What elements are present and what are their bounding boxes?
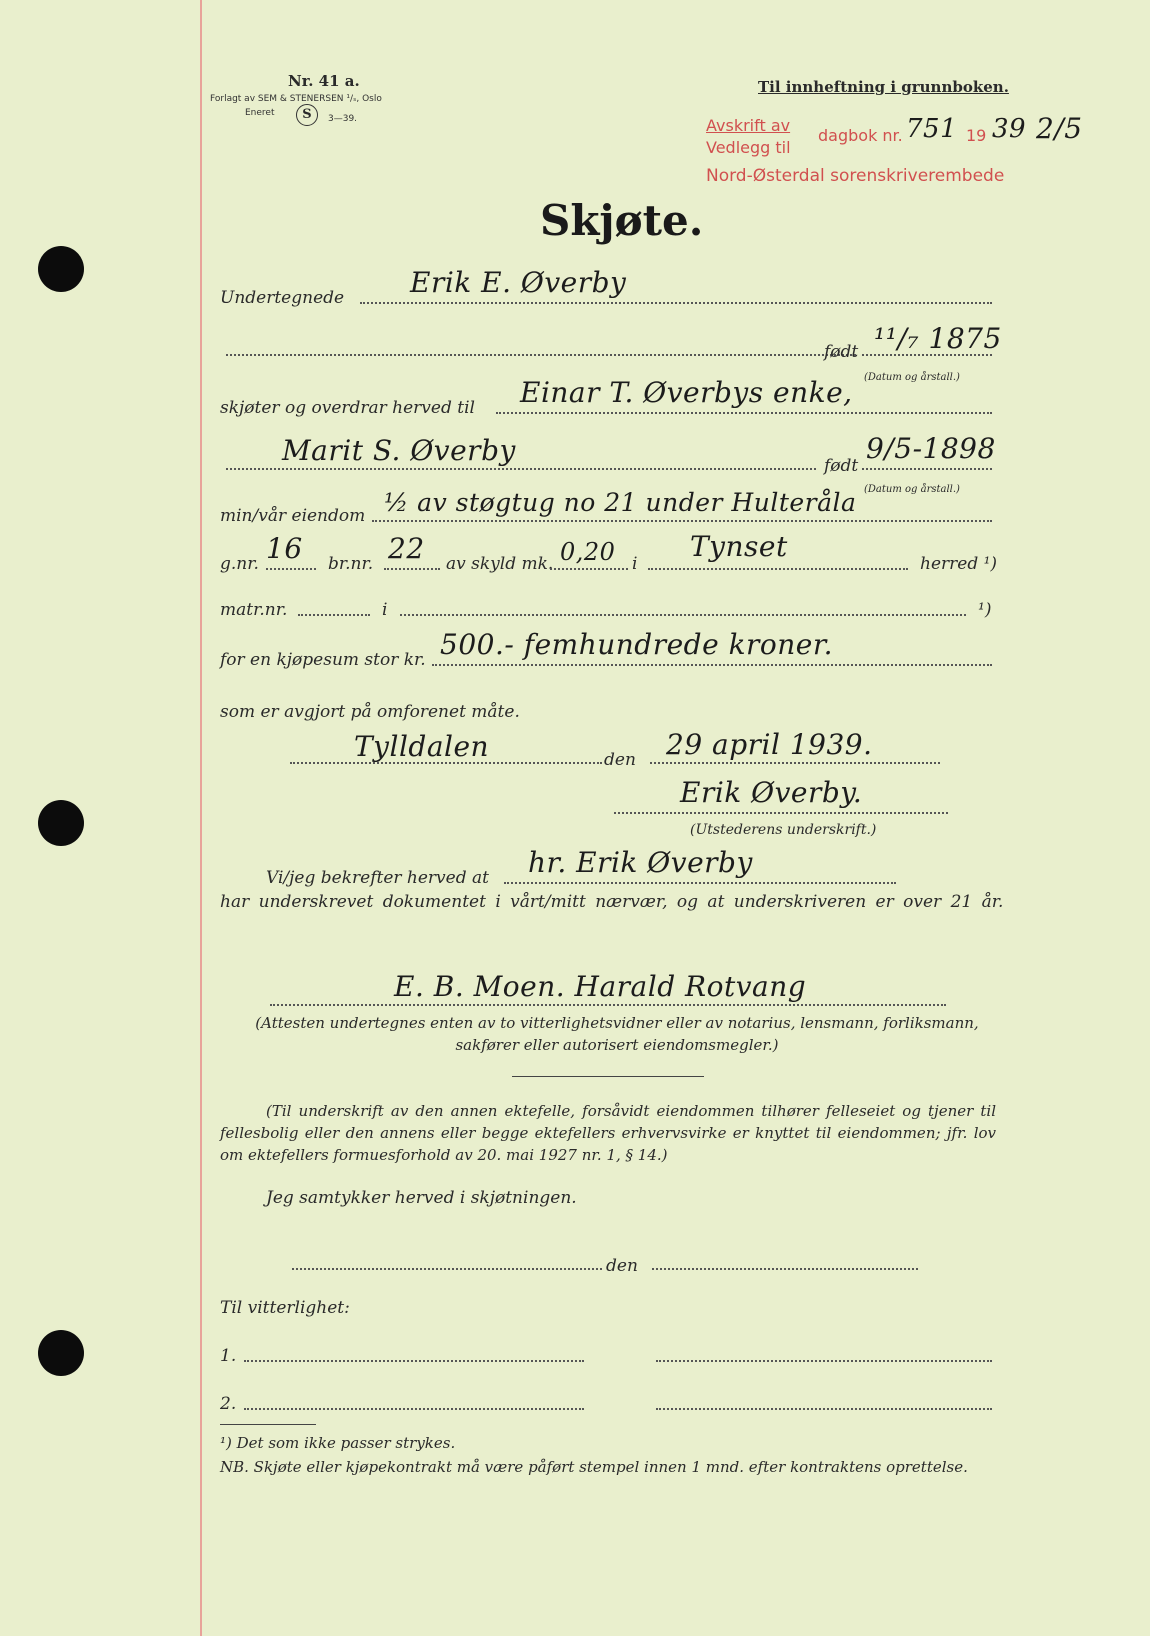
witness2-name-line: [244, 1408, 584, 1410]
publisher-line: Forlagt av SEM & STENERSEN ¹/ₛ, Oslo: [210, 94, 382, 104]
fodt1-label: født: [824, 342, 859, 362]
stamp-line1: Avskrift av: [706, 116, 791, 135]
herred-value: Tynset: [690, 530, 788, 563]
skyld-value: 0,20: [560, 538, 616, 566]
kjopesum-line: [432, 664, 992, 666]
footnote-rule: [220, 1424, 316, 1425]
undertegnede-value: Erik E. Øverby: [410, 266, 627, 299]
undertegnede-label: Undertegnede: [220, 288, 345, 308]
har-underskrevet-line: har underskrevet dokumentet i vårt/mitt nærvær, og at underskriveren er over 21 år.: [220, 892, 1004, 912]
matr-i-label: i: [382, 600, 388, 620]
name2-value: Marit S. Øverby: [282, 434, 516, 467]
punch-hole-bottom: [38, 1330, 84, 1376]
punch-hole-top: [38, 246, 84, 292]
publisher-logo: [296, 104, 318, 126]
datum-note-2: (Datum og årstall.): [864, 484, 960, 495]
attest-note: (Attesten undertegnes enten av to vitterlighetsvidner eller av notarius, lensmann, forliksmann, sakfører eller autorisert eiendomsmegler.): [255, 1014, 979, 1054]
brnr-line: [384, 568, 440, 570]
den-label: den: [604, 750, 636, 770]
witness1-address-line: [656, 1360, 992, 1362]
section-divider: [512, 1076, 704, 1077]
herred-line: [648, 568, 908, 570]
gnr-value: 16: [266, 532, 303, 565]
signature-value: Erik Øverby.: [680, 776, 863, 809]
fodt1-blank-line: [226, 354, 856, 356]
top-right-note: Til innheftning i grunnboken.: [758, 78, 1009, 96]
stamp-line2: Vedlegg til: [706, 138, 791, 157]
document-title: Skjøte.: [540, 196, 704, 245]
brnr-value: 22: [388, 532, 425, 565]
fodt2-label: født: [824, 456, 859, 476]
skjoter-line: [496, 412, 992, 414]
skyld-label: av skyld mk.: [446, 554, 554, 574]
matr-end: ¹): [978, 600, 992, 620]
footnote-1: ¹) Det som ikke passer strykes.: [220, 1434, 456, 1452]
signature-line: [614, 812, 948, 814]
den-label-2: den: [606, 1256, 638, 1276]
herred-label: herred ¹): [920, 554, 998, 574]
fodt1-value: ¹¹/₇ 1875: [874, 322, 1002, 355]
eiendom-value: ½ av støgtug no 21 under Hulteråla: [384, 488, 857, 517]
date-value: 29 april 1939.: [666, 728, 873, 761]
kjopesum-label: for en kjøpesum stor kr.: [220, 650, 426, 670]
eneret-date: 3—39.: [328, 114, 358, 124]
brnr-label: br.nr.: [328, 554, 374, 574]
matr-line: [298, 614, 370, 616]
spouse-note: (Til underskrift av den annen ektefelle, forsåvidt eiendommen tilhører felleseiet og tjener til fellesbolig eller den annens eller begge ektefellers erhvervsvirke er knyttet til eiendommen; jfr. lov om ektefellers formuesforhold av 20. mai 1927 nr. 1, § 14.): [220, 1102, 996, 1164]
matr-i-line: [400, 614, 966, 616]
matr-label: matr.nr.: [220, 600, 288, 620]
fodt2-value: 9/5-1898: [866, 432, 996, 465]
punch-hole-middle: [38, 800, 84, 846]
skyld-line: [550, 568, 628, 570]
form-number: Nr. 41 a.: [288, 72, 360, 90]
stamp-dagbok-number: 751: [906, 114, 958, 144]
eiendom-line: [372, 520, 992, 522]
avgjort-text: som er avgjort på omforenet måte.: [220, 702, 520, 722]
witness-signatures: E. B. Moen. Harald Rotvang: [394, 970, 807, 1003]
stamp-year-prefix: 19: [966, 126, 987, 145]
date-line: [650, 762, 940, 764]
stamp-date: 2/5: [1036, 112, 1083, 145]
bekrefter-value: hr. Erik Øverby: [528, 846, 753, 879]
gnr-label: g.nr.: [220, 554, 259, 574]
kjopesum-value: 500.- femhundrede kroner.: [440, 628, 834, 661]
witness2-number: 2.: [220, 1394, 237, 1414]
skjoter-value: Einar T. Øverbys enke,: [520, 376, 853, 409]
gnr-line: [266, 568, 316, 570]
eneret-label: Eneret: [245, 108, 275, 118]
undertegnede-line: [360, 302, 992, 304]
footnote-nb: NB. Skjøte eller kjøpekontrakt må være påført stempel innen 1 mnd. efter kontraktens oprettelse.: [220, 1458, 968, 1476]
vitterlighet-label: Til vitterlighet:: [220, 1298, 350, 1318]
stamp-office: Nord-Østerdal sorenskriverembede: [706, 166, 1005, 186]
eiendom-label: min/vår eiendom: [220, 506, 366, 526]
witness1-name-line: [244, 1360, 584, 1362]
spouse-place-line: [292, 1268, 602, 1270]
witness-line: [270, 1004, 946, 1006]
witness1-number: 1.: [220, 1346, 237, 1366]
witness2-address-line: [656, 1408, 992, 1410]
utsteder-label: (Utstederens underskrift.): [690, 822, 877, 838]
skjoter-label: skjøter og overdrar herved til: [220, 398, 475, 418]
place-value: Tylldalen: [354, 730, 490, 763]
samtykker-text: Jeg samtykker herved i skjøtningen.: [266, 1188, 577, 1208]
fodt2-line: [862, 468, 992, 470]
spouse-date-line: [652, 1268, 918, 1270]
bekrefter-label: Vi/jeg bekrefter herved at: [266, 868, 489, 888]
publisher-logo-icon: S: [296, 104, 318, 126]
datum-note-1: (Datum og årstall.): [864, 372, 960, 383]
herred-i-label: i: [632, 554, 638, 574]
stamp-year-suffix: 39: [992, 114, 1027, 144]
name2-line: [226, 468, 816, 470]
stamp-dagbok-label: dagbok nr.: [818, 126, 903, 145]
margin-line: [200, 0, 202, 1636]
bekrefter-line: [504, 882, 896, 884]
